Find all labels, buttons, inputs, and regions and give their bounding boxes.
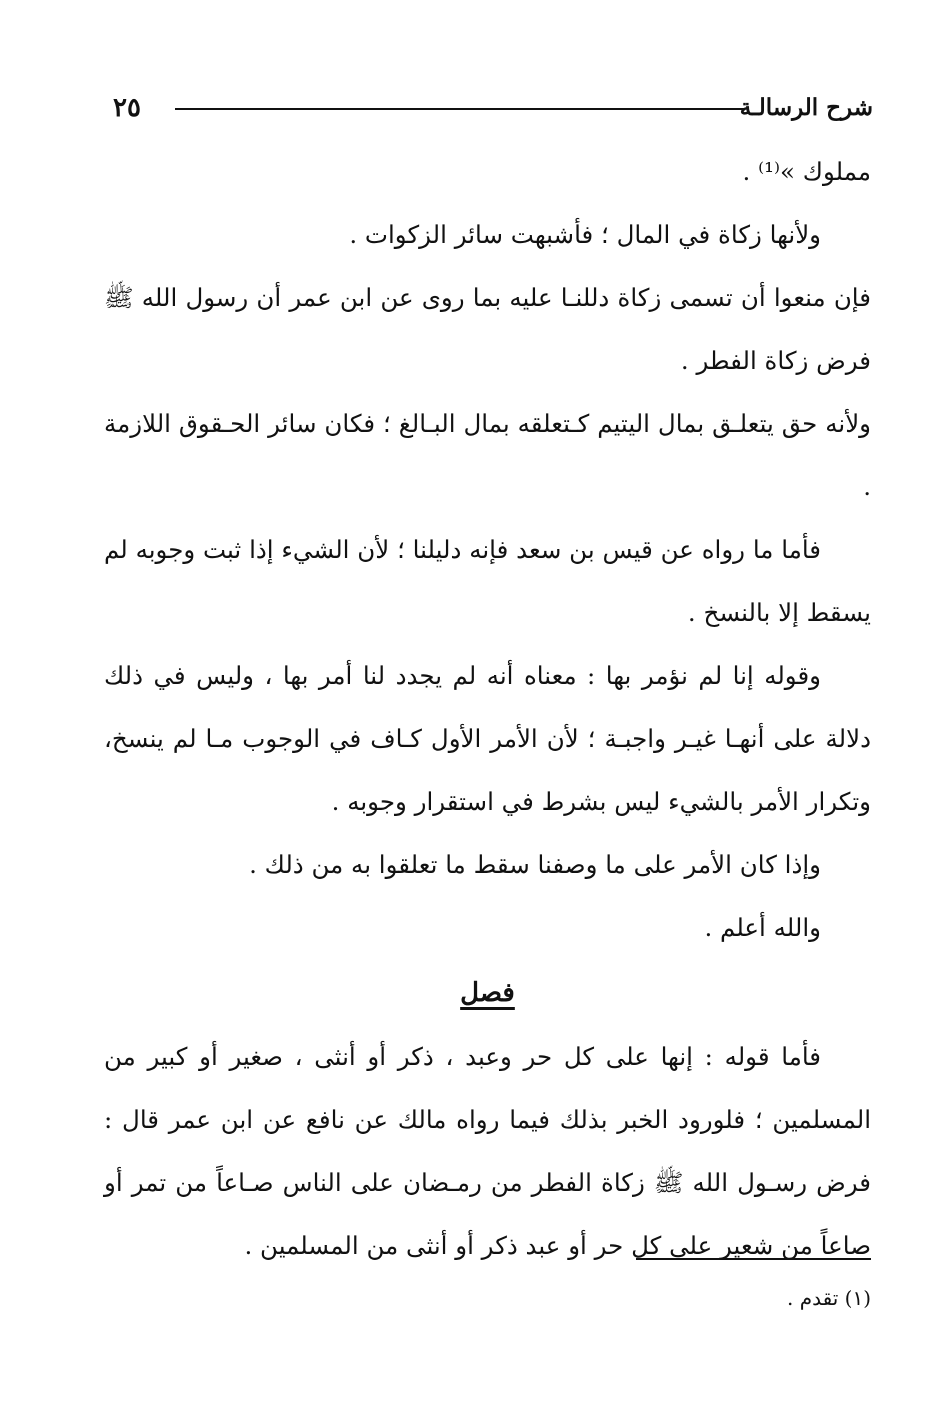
paragraph: والله أعلم . xyxy=(704,913,821,942)
running-title: شرح الرسالـة xyxy=(739,94,873,121)
footnote: (١) تقدم . xyxy=(786,1286,871,1310)
section-heading: فصل xyxy=(460,978,515,1008)
paragraph: وإذا كان الأمر على ما وصفنا سقط ما تعلقوا به من ذلك . xyxy=(249,850,821,879)
paragraph: فإن منعوا أن تسمى زكاة دللنـا عليه بما روى عن ابن عمر أن رسول الله ﷺ فرض زكاة الفطر . xyxy=(104,283,871,375)
header-rule xyxy=(175,108,745,110)
page-header xyxy=(105,88,873,128)
paragraph: فأما ما رواه عن قيس بن سعد فإنه دليلنا ؛ لأن الشيء إذا ثبت وجوبه لم يسقط إلا بالنسخ . xyxy=(104,535,871,627)
paragraph-continuation: مملوك »⁽¹⁾ . xyxy=(742,157,871,186)
paragraph: وقوله إنا لم نؤمر بها : معناه أنه لم يجدد لنا أمر بها ، وليس في ذلك دلالة على أنهـا غيـر واجبـة ؛ لأن الأمر الأول كـاف في الوجوب مـا لم ينسخ، وتكرار الأمر بالشيء ليس بشرط في استقرار وجوبه . xyxy=(104,661,871,816)
main-text xyxy=(104,140,871,1277)
section-paragraph: فأما قوله : إنها على كل حر وعبد ، ذكر أو أنثى ، صغير أو كبير من المسلمين ؛ فلورود الخبر بذلك فيما رواه مالك عن نافع عن ابن عمر قال : فرض رسـول الله ﷺ زكاة الفطر من رمـضان على الناس صـاعاً من تمر أو صاعاً من شعير على كل حر أو عبد ذكر أو أنثى من المسلمين . xyxy=(104,1042,871,1260)
footnote-rule xyxy=(636,1258,871,1260)
paragraph: ولأنها زكاة في المال ؛ فأشبهت سائر الزكوات . xyxy=(349,220,821,249)
paragraph: ولأنه حق يتعلـق بمال اليتيم كـتعلقه بمال البـالغ ؛ فكان سائر الحـقوق اللازمة . xyxy=(104,409,871,501)
page-number: ٢٥ xyxy=(113,93,141,123)
